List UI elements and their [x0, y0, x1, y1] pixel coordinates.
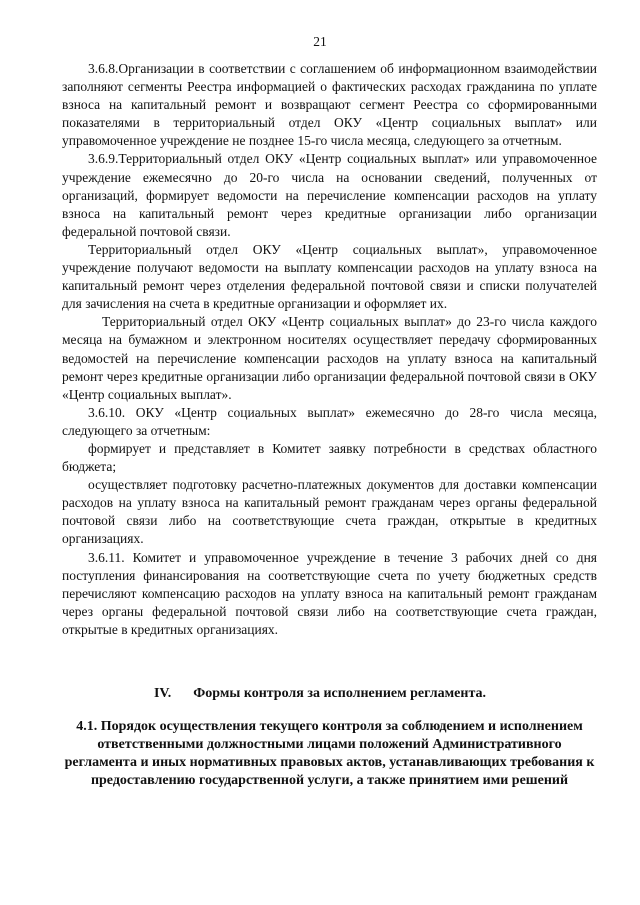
paragraph-3-6-8: 3.6.8.Организации в соответствии с соглашением об информационном взаимодействии заполняют сегменты Реестра информацией о фактических расходах гражданина по уплате взноса на капитальный ремонт и возвращают сегмент Реестра со сформированными показателями в территориальный отдел ОКУ «Центр социальных выплат» или управомоченное учреждение не позднее 15-го числа месяца, следующего за отчетным.: [62, 61, 597, 149]
subsection-heading: 4.1. Порядок осуществления текущего контроля за соблюдением и исполнением ответственными должностными лицами положений Административного регламента и иных нормативных правовых актов, устанавливающих требования к предоставлению государственной услуги, а также принятием ими решений: [64, 719, 595, 789]
section-number: IV.: [153, 686, 172, 701]
paragraph-3-6-10: 3.6.10. ОКУ «Центр социальных выплат» ежемесячно до 28-го числа месяца, следующего за отчетным:: [62, 404, 597, 438]
paragraph-3-6-11: 3.6.11. Комитет и управомоченное учреждение в течение 3 рабочих дней со дня поступления финансирования на соответствующие счета по учету бюджетных средств перечисляют компенсацию расходов на уплату взноса на капитальный ремонт гражданам через органы федеральной почтовой связи либо на соответствующие счета граждан, открытые в кредитных организациях.: [62, 549, 597, 637]
section-heading: [0, 685, 640, 703]
paragraph-territorial-department-lists: Территориальный отдел ОКУ «Центр социальных выплат», управомоченное учреждение получают ведомости на выплату компенсации расходов на уплату взноса на капитальный ремонт через отделения федеральной почтовой связи и списки получателей для зачисления на счета в кредитные организации и оформляет их.: [62, 241, 597, 312]
page-number: 21: [313, 34, 327, 49]
paragraph-3-6-9: 3.6.9.Территориальный отдел ОКУ «Центр социальных выплат» или управомоченное учреждение ежемесячно до 20-го числа на основании сведений, полученных от организаций, формирует ведомости на перечисление компенсации расходов на уплату взноса на капитальный ремонт через кредитные организации либо организации федеральной почтовой связи.: [62, 151, 597, 239]
body-text: [62, 60, 597, 639]
paragraph-territorial-department-transfer: Территориальный отдел ОКУ «Центр социальных выплат» до 23-го числа каждого месяца на бумажном и электронном носителях осуществляет передачу сформированных ведомостей на перечисление компенсации расходов на уплату взноса на капитальный ремонт через кредитные организации либо организации федеральной почтовой связи в ОКУ «Центр социальных выплат».: [62, 314, 597, 402]
paragraph-forms-request: формирует и представляет в Комитет заявку потребности в средствах областного бюджета;: [62, 440, 597, 475]
section-title: Формы контроля за исполнением регламента.: [193, 686, 487, 701]
paragraph-prepares-documents: осуществляет подготовку расчетно-платежных документов для доставки компенсации расходов на уплату взноса на капитальный ремонт гражданам через органы федеральной почтовой связи либо на соответствующие счета граждан, открытые в кредитных организациях.: [62, 477, 597, 547]
